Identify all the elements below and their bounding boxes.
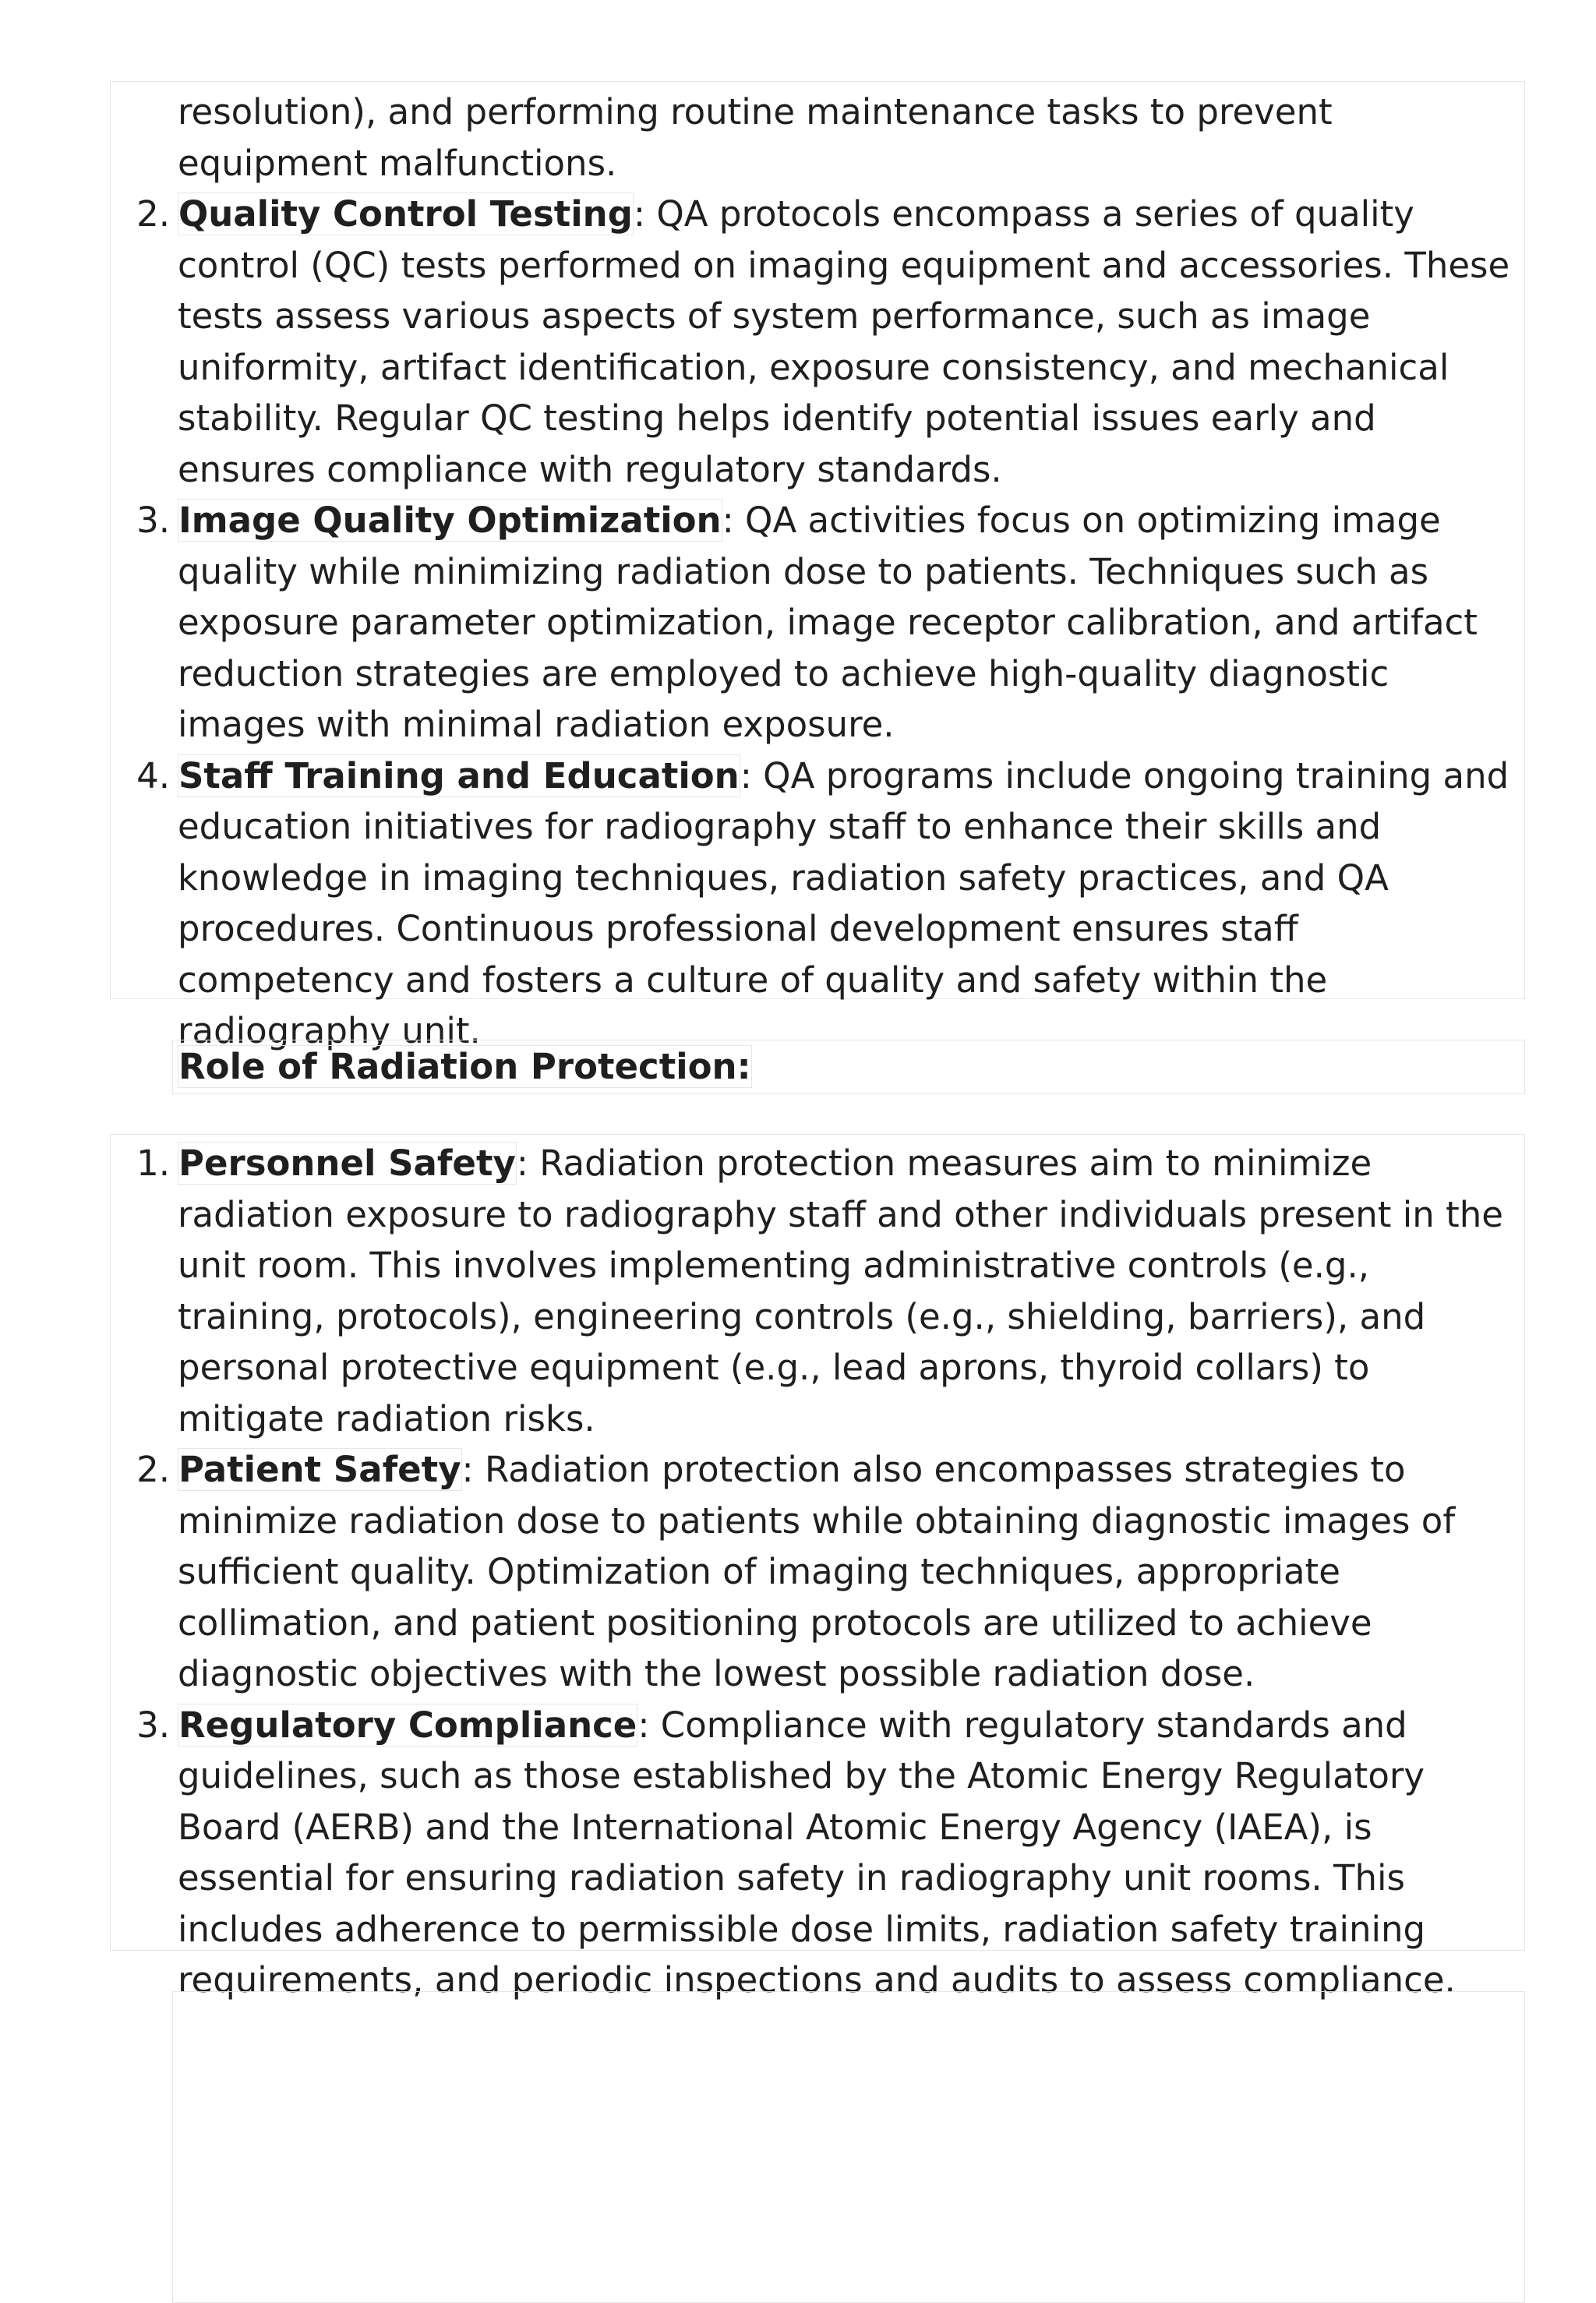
list-text: : Radiation protection also encompasses strategies to minimize radiation dose to patients while obtaining diagnostic images of sufficient quality. Optimization of imaging techniques, appropriate collimation, and patient positioning protocols are utilized to achieve diagnostic objectives with the lowest possible radiation dose.	[178, 1449, 1456, 1694]
list-number: 2.	[136, 193, 170, 235]
list-item	[136, 1138, 1512, 1444]
list-number: 3.	[136, 500, 170, 541]
list-text: : QA programs include ongoing training and education initiatives for radiography staff to enhance their skills and knowledge in imaging techniques, radiation safety practices, and QA procedures. Continuous professional development ensures staff competency and fosters a culture of quality and safety within the radiography unit.	[178, 754, 1509, 1051]
list-text: : QA protocols encompass a series of quality control (QC) tests performed on imaging equipment and accessories. These tests assess various aspects of system performance, such as image uniformity, artifact identification, exposure consistency, and mechanical stability. Regular QC testing helps identify potential issues early and ensures compliance with regulatory standards.	[178, 193, 1510, 490]
heading-text: Role of Radiation Protection:	[178, 1046, 751, 1087]
list-term: Regulatory Compliance	[178, 1704, 637, 1746]
list-number: 1.	[136, 1143, 170, 1184]
rp-list-block	[110, 1134, 1525, 2001]
list-term: Personnel Safety	[178, 1143, 516, 1184]
section-heading	[178, 1041, 752, 1093]
qa-list-block	[110, 81, 1525, 1051]
list-item	[136, 189, 1512, 495]
continuation-text: resolution), and performing routine maintenance tasks to prevent equipment malfunctions.	[178, 91, 1333, 184]
empty-block	[172, 1991, 1525, 2303]
list-number: 3.	[136, 1704, 170, 1746]
list-text: : Compliance with regulatory standards and guidelines, such as those established by the Atomic Energy Regulatory Board (AERB) and the International Atomic Energy Agency (IAEA), is essential for ensuring radiation safety in radiography unit rooms. This includes adherence to permissible dose limits, radiation safety training requirements, and periodic inspections and audits to assess compliance.	[178, 1704, 1456, 2001]
list-text: : Radiation protection measures aim to minimize radiation exposure to radiography staff and other individuals present in the unit room. This involves implementing administrative controls (e.g., training, protocols), engineering controls (e.g., shielding, barriers), and personal protective equipment (e.g., lead aprons, thyroid collars) to mitigate radiation risks.	[178, 1143, 1503, 1439]
list-term: Staff Training and Education	[178, 754, 740, 797]
list-term: Quality Control Testing	[178, 193, 633, 235]
qa-list	[136, 189, 1512, 1057]
list-number: 4.	[136, 754, 170, 797]
list-item	[136, 751, 1512, 1057]
list-term: Image Quality Optimization	[178, 500, 722, 541]
list-term: Patient Safety	[178, 1449, 461, 1490]
list-item	[136, 495, 1512, 751]
list-text: : QA activities focus on optimizing image quality while minimizing radiation dose to patients. Techniques such as exposure parameter optimization, image receptor calibration, and artifact reduction strategies are employed to achieve high-quality diagnostic images with minimal radiation exposure.	[178, 500, 1478, 745]
list-number: 2.	[136, 1449, 170, 1490]
heading-block	[172, 1040, 1525, 1094]
rp-list	[136, 1138, 1512, 2006]
list-item	[136, 1444, 1512, 1700]
list-item	[136, 1700, 1512, 2006]
